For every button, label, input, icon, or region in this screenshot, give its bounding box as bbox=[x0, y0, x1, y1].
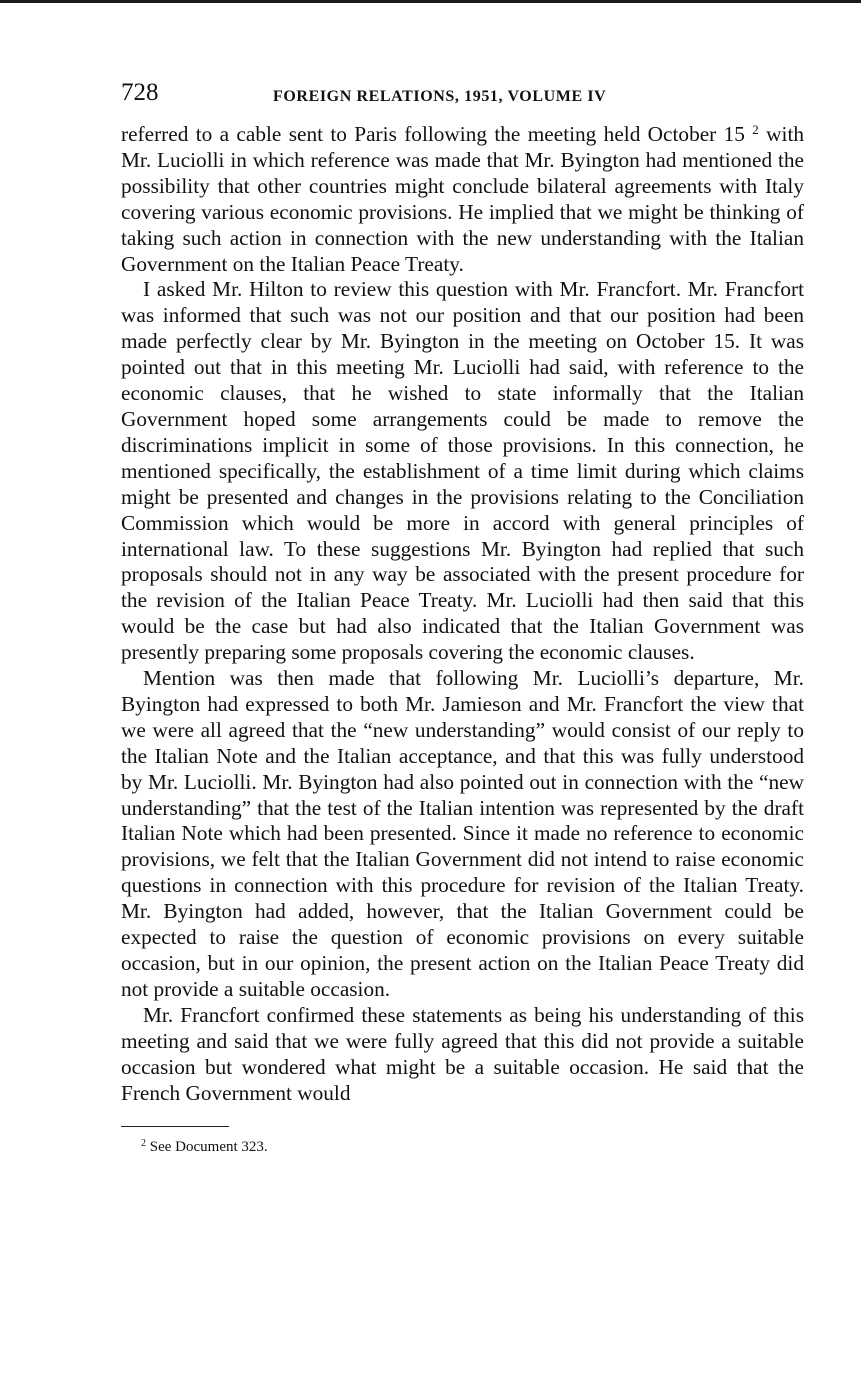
top-border-rule bbox=[0, 0, 861, 3]
page-number: 728 bbox=[121, 79, 159, 106]
footnote-marker: 2 bbox=[141, 1138, 146, 1150]
running-title: FOREIGN RELATIONS, 1951, VOLUME IV bbox=[273, 88, 607, 105]
paragraph: I asked Mr. Hilton to review this question with Mr. Francfort. Mr. Francfort was informed that such was not our position and that our position had been made perfectly clear by Mr. Byington in the meeting on October 15. It was pointed out that in this meeting Mr. Luciolli had said, with reference to the economic clauses, that he wished to state informally that the Italian Government hoped some arrangements could be made to remove the discriminations implicit in some of those provisions. In this connection, he mentioned specifically, the establishment of a time limit during which claims might be presented and changes in the provisions relating to the Conciliation Commission which would be more in accord with general principles of international law. To these suggestions Mr. Byington had replied that such proposals should not in any way be associated with the present procedure for the revision of the Italian Peace Treaty. Mr. Luciolli had then said that this would be the case but had also indicated that the Italian Government was presently preparing some proposals covering the economic clauses. bbox=[121, 277, 804, 665]
body-text bbox=[121, 122, 804, 1106]
footnote-reference: 2 bbox=[752, 122, 759, 137]
footnote-text: See Document 323. bbox=[149, 1139, 268, 1156]
paragraph: Mr. Francfort confirmed these statements as being his understanding of this meeting and said that we were fully agreed that this did not provide a suitable occasion but wondered what might be a suitable occasion. He said that the French Government would bbox=[121, 1002, 804, 1105]
footnote-divider bbox=[121, 1126, 229, 1127]
running-header bbox=[121, 78, 804, 122]
paragraph-continued bbox=[121, 122, 804, 277]
footnote bbox=[121, 1137, 804, 1157]
paragraph: Mention was then made that following Mr. Luciolli’s departure, Mr. Byington had expressed to both Mr. Jamieson and Mr. Francfort the view that we were all agreed that the “new understanding” would consist of our reply to the Italian Note and the Italian acceptance, and that this was fully understood by Mr. Luciolli. Mr. Byington had also pointed out in connection with the “new understanding” that the test of the Italian intention was represented by the draft Italian Note which had been presented. Since it made no reference to economic provisions, we felt that the Italian Government did not intend to raise economic questions in connection with this procedure for revision of the Italian Treaty. Mr. Byington had added, however, that the Italian Government could be expected to raise the question of economic provisions on every suitable occasion, but in our opinion, the present action on the Italian Peace Treaty did not provide a suitable occasion. bbox=[121, 666, 804, 1001]
paragraph-text: referred to a cable sent to Paris following the meeting held October 15 bbox=[121, 122, 745, 146]
document-page bbox=[121, 78, 804, 1157]
paragraph-text: with Mr. Luciolli in which reference was made that Mr. Byington had mentioned the possibility that other countries might conclude bilateral agreements with Italy covering various economic provisions. He implied that we might be thinking of taking such action in connection with the new understanding with the Italian Government on the Italian Peace Treaty. bbox=[121, 122, 805, 276]
